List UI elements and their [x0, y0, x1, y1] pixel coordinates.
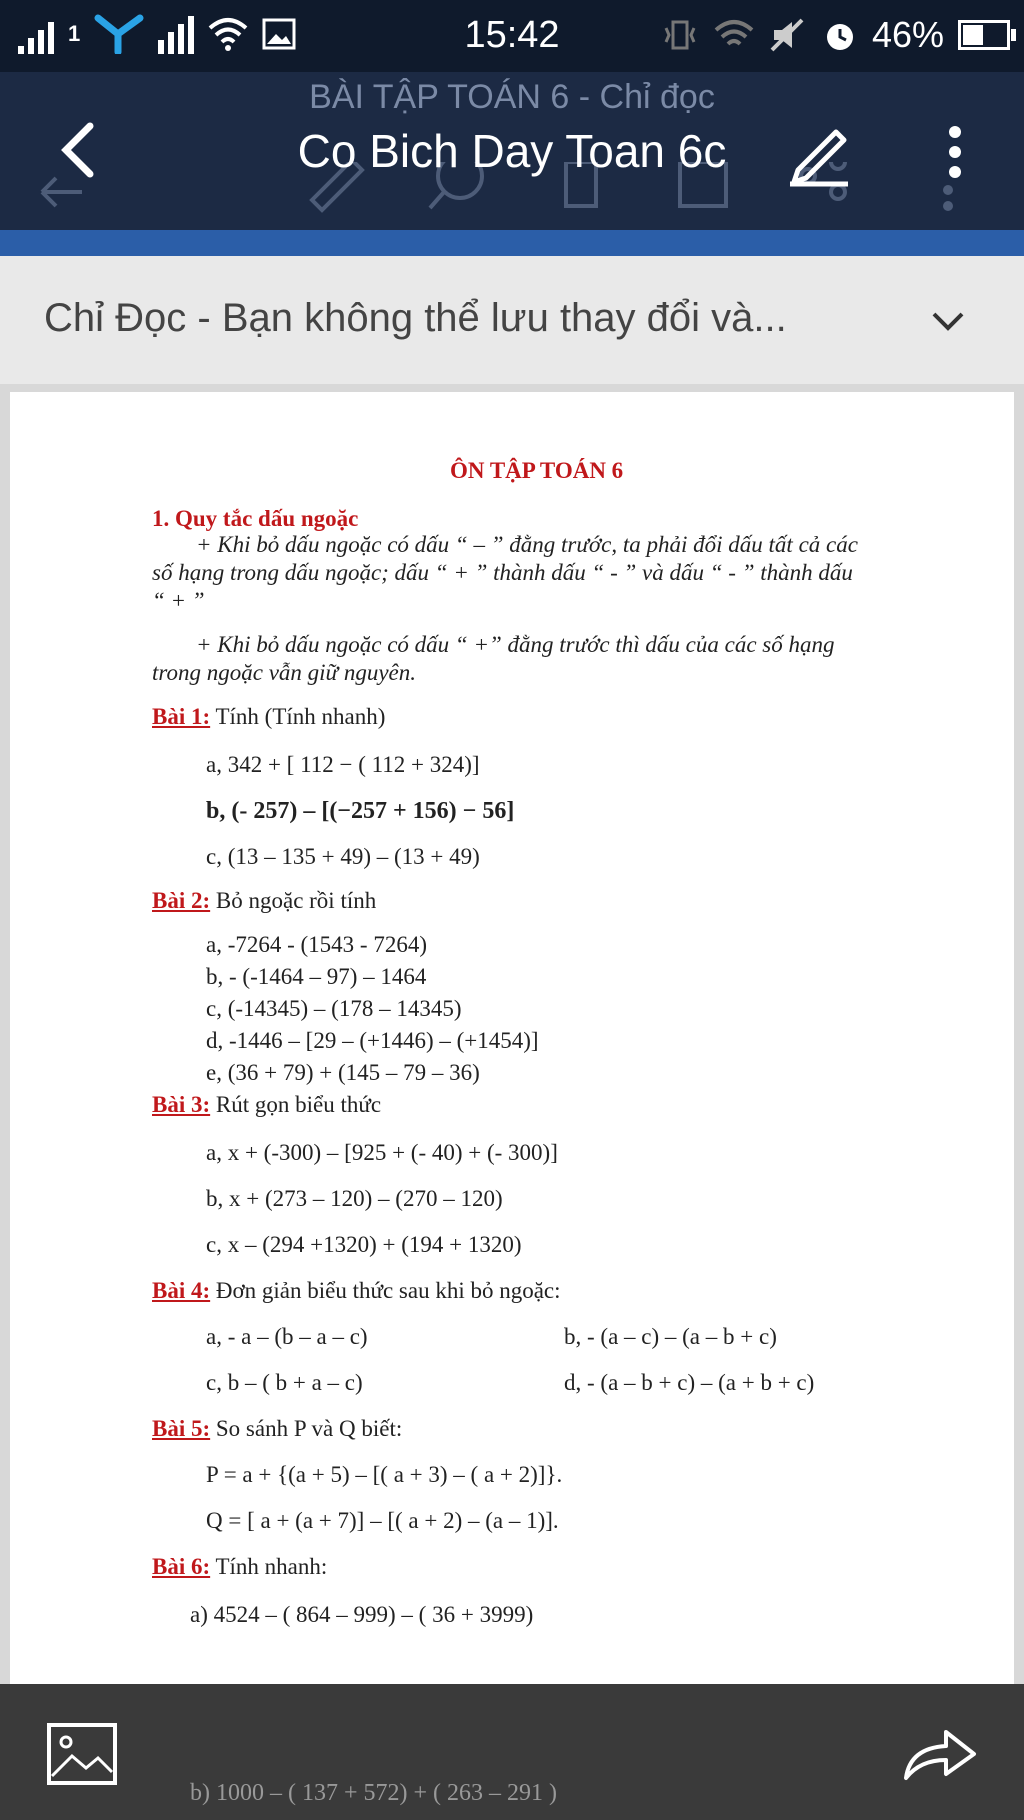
read-only-banner[interactable] — [0, 256, 1024, 386]
bai1-title: Tính (Tính nhanh) — [215, 704, 386, 729]
bai1-b: b, (- 257) – [(−257 + 156) − 56] — [206, 798, 515, 824]
bai3-b: b, x + (273 – 120) – (270 – 120) — [206, 1186, 503, 1211]
bai6-heading — [152, 1554, 327, 1580]
bai3-label: Bài 3: — [152, 1092, 211, 1117]
bai4-c: c, b – ( b + a – c) — [206, 1370, 363, 1395]
bai1-c: c, (13 – 135 + 49) – (13 + 49) — [206, 844, 480, 869]
bai6-b-peek: b) 1000 – ( 137 + 572) + ( 263 – 291 ) — [190, 1780, 558, 1806]
bai5-label: Bài 5: — [152, 1416, 211, 1441]
bai5-p: P = a + {(a + 5) – [( a + 3) – ( a + 2)]}. — [206, 1462, 563, 1487]
bai2-a: a, -7264 - (1543 - 7264) — [206, 932, 428, 957]
header-accent-strip — [0, 230, 1024, 256]
bai5-q: Q = [ a + (a + 7)] – [( a + 2) – (a – 1)]. — [206, 1508, 559, 1533]
mute-icon — [768, 18, 808, 52]
rule1-line3: “ + ” — [152, 588, 205, 613]
bai6-label: Bài 6: — [152, 1554, 211, 1579]
status-bar — [0, 0, 1024, 72]
doc-title: ÔN TẬP TOÁN 6 — [450, 458, 624, 483]
document-viewport[interactable] — [0, 384, 1024, 1684]
bai4-title: Đơn giản biểu thức sau khi bỏ ngoặc: — [215, 1278, 561, 1303]
bai4-d: d, - (a – b + c) – (a + b + c) — [564, 1370, 815, 1395]
alarm-icon — [822, 17, 858, 53]
bai4-label: Bài 4: — [152, 1278, 211, 1303]
bai1-label: Bài 1: — [152, 704, 211, 729]
bai6-a: a) 4524 – ( 864 – 999) – ( 36 + 3999) — [190, 1602, 534, 1627]
bai2-title: Bỏ ngoặc rồi tính — [215, 888, 377, 913]
more-vert-icon — [940, 124, 970, 184]
document-page — [10, 392, 1014, 1692]
rule2-line1: + Khi bỏ dấu ngoặc có dấu “ +” đằng trước thì dấu của các số hạng — [196, 632, 835, 657]
bai3-a: a, x + (-300) – [925 + (- 40) + (- 300)] — [206, 1140, 558, 1165]
bai1-a: a, 342 + [ 112 − ( 112 + 324)] — [206, 752, 480, 777]
bai2-d: d, -1446 – [29 – (+1446) – (+1454)] — [206, 1028, 539, 1053]
rule2-line2: trong ngoặc vẫn giữ nguyên. — [152, 660, 417, 685]
wifi-dim-icon — [714, 18, 754, 52]
more-options-button[interactable] — [940, 124, 970, 194]
insert-image-button[interactable] — [46, 1722, 118, 1786]
share-button[interactable] — [900, 1724, 980, 1784]
edit-button[interactable] — [786, 118, 856, 188]
bai4-b: b, - (a – c) – (a – b + c) — [564, 1324, 777, 1349]
bai6-title: Tính nhanh: — [215, 1554, 328, 1579]
battery-percent: 46% — [871, 14, 944, 55]
bai2-e: e, (36 + 79) + (145 – 79 – 36) — [206, 1060, 480, 1085]
bai3-c: c, x – (294 +1320) + (194 + 1320) — [206, 1232, 522, 1257]
chevron-down-icon[interactable] — [926, 300, 970, 344]
vibrate-icon — [660, 18, 700, 52]
status-right-icons — [660, 14, 1010, 56]
bai2-heading — [152, 888, 376, 914]
pencil-icon — [786, 118, 856, 188]
section1-heading: 1. Quy tắc dấu ngoặc — [152, 506, 359, 531]
ghost-header-title: BÀI TẬP TOÁN 6 - Chỉ đọc — [309, 78, 715, 116]
bai4-heading — [152, 1278, 561, 1304]
read-only-message: Chỉ Đọc - Bạn không thể lưu thay đổi và... — [44, 296, 787, 340]
bai5-title: So sánh P và Q biết: — [215, 1416, 403, 1441]
rule1-line2: số hạng trong dấu ngoặc; dấu “ + ” thành dấu “ - ” và dấu “ - ” thành dấu — [152, 560, 853, 585]
image-icon — [46, 1722, 118, 1786]
bai4-a: a, - a – (b – a – c) — [206, 1324, 368, 1349]
bai1-heading — [152, 704, 385, 730]
battery-icon — [958, 20, 1010, 50]
bai2-c: c, (-14345) – (178 – 14345) — [206, 996, 462, 1021]
document-title: Co Bich Day Toan 6c — [297, 125, 727, 177]
status-time: 15:42 — [464, 14, 560, 56]
sim-slot-label: 1 — [68, 21, 81, 46]
bottom-toolbar — [0, 1684, 1024, 1820]
bai3-title: Rút gọn biểu thức — [215, 1092, 382, 1117]
bai3-heading — [152, 1092, 381, 1118]
app-header — [0, 72, 1024, 230]
bai2-b: b, - (-1464 – 97) – 1464 — [206, 964, 427, 989]
share-arrow-icon — [900, 1724, 980, 1784]
bai5-heading — [152, 1416, 402, 1442]
bai2-label: Bài 2: — [152, 888, 211, 913]
rule1-line1: + Khi bỏ dấu ngoặc có dấu “ – ” đằng trước, ta phải đổi dấu tất cả các — [196, 532, 858, 557]
